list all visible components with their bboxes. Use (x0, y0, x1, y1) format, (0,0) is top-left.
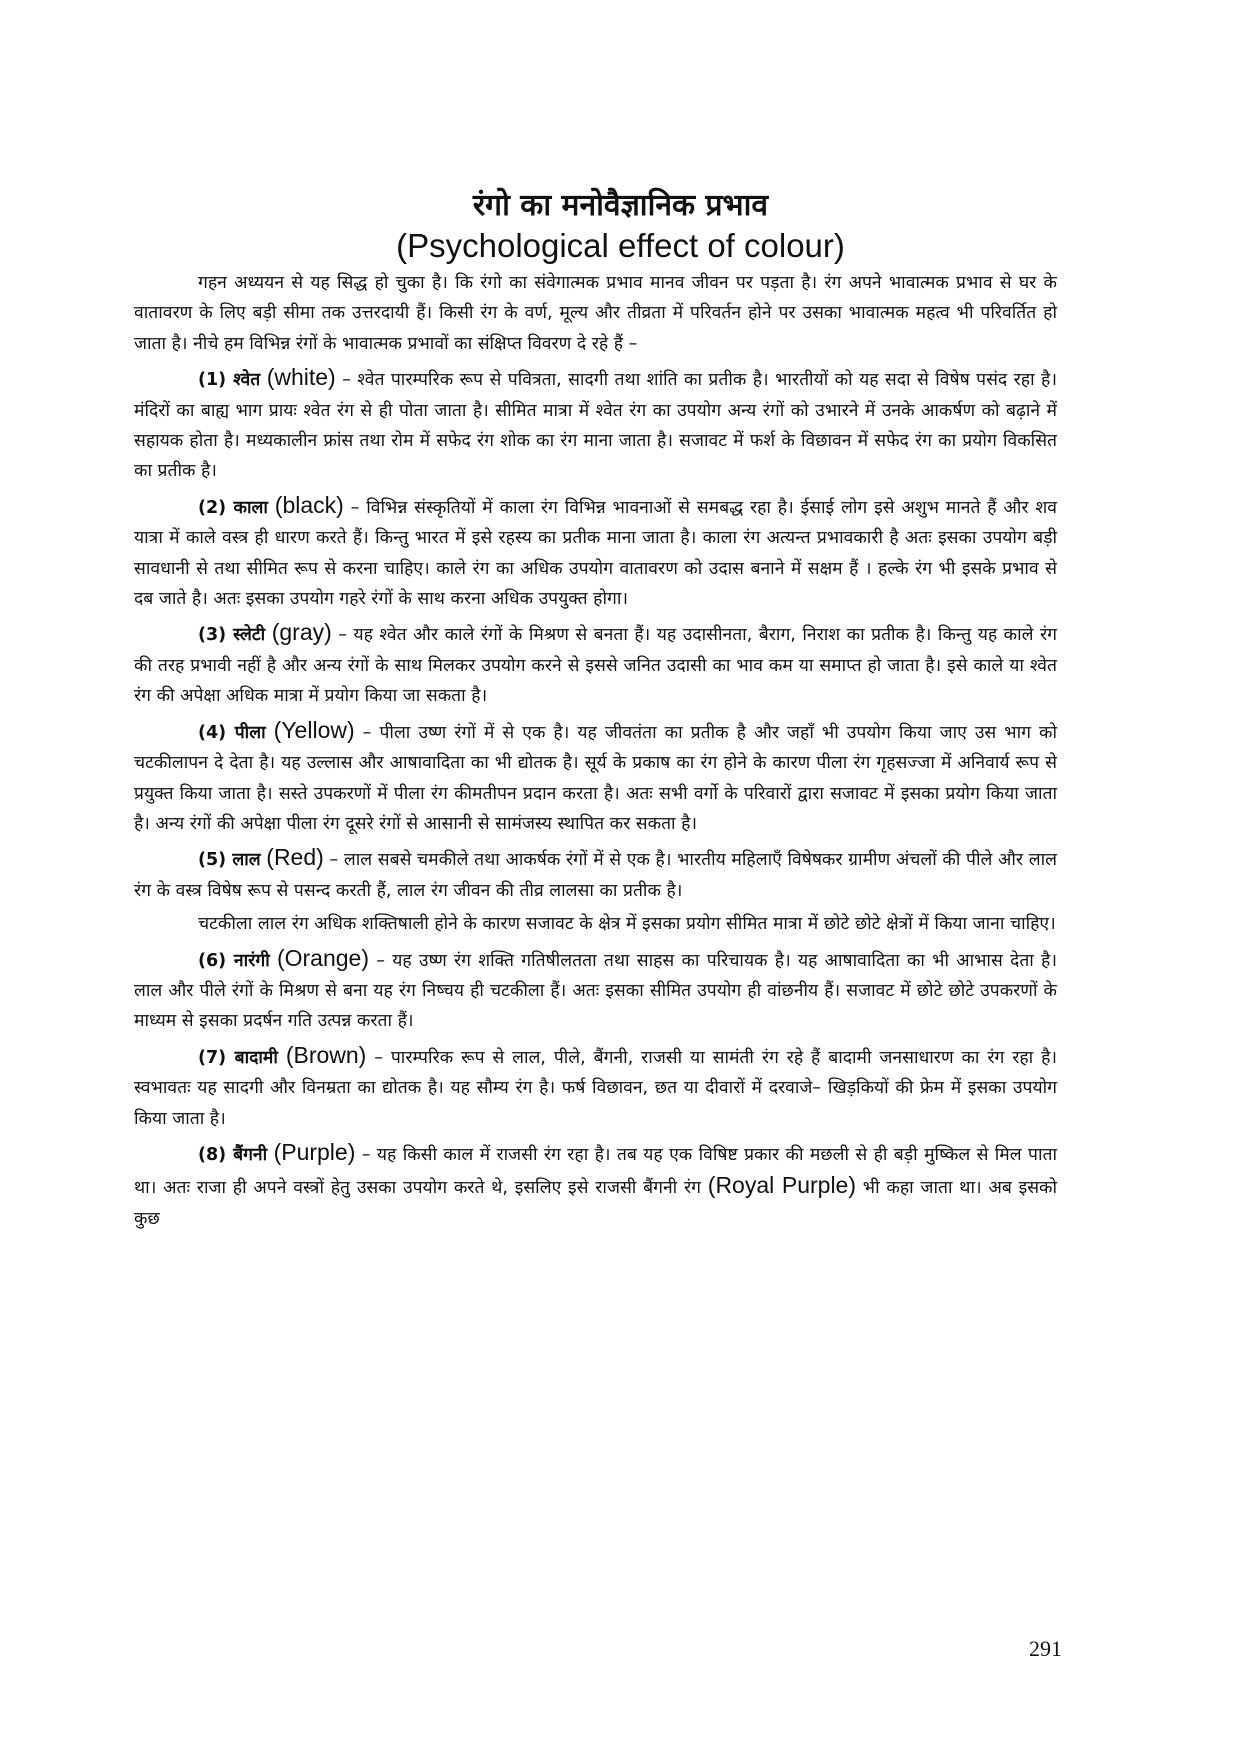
body-text (134, 268, 1057, 1237)
section-heading: (1) श्वेत (198, 370, 261, 391)
section-text: – यह श्वेत और काले रंगों के मिश्रण से बनता हैं। यह उदासीनता, बैराग, निराश का प्रतीक है। किन्तु यह काले रंग की तरह प्रभावी नहीं है और अन्य रंगों के साथ मिलकर उपयोग करने से इससे जनित उदासी का भाव कम या समाप्त हो जाता है। इसे काले या श्वेत रंग की अपेक्षा अधिक मात्रा में प्रयोग किया जा सकता है। (134, 625, 1057, 707)
title-hindi: रंगो का मनोवैज्ञानिक प्रभाव (472, 188, 769, 223)
section-heading-english: (Purple) (273, 1138, 356, 1165)
section-text-continued: भी कहा जाता था। अब इसको कुछ (134, 1178, 1057, 1229)
section-text: – यह उष्ण रंग शक्ति गतिषीलतता तथा साहस का परिचायक है। यह आषावादिता का भी आभास देता है। लाल और पीले रंगों के मिश्रण से बना यह रंग निष्चय ही चटकीला हैं। अतः इसका सीमित उपयोग ही वांछनीय हैं। सजावट में छोटे छोटे उपकरणों के माध्यम से इसका प्रदर्षन गति उत्पन्न करता हैं। (134, 950, 1057, 1032)
section-text: – श्वेत पारम्परिक रूप से पवित्रता, सादगी तथा शांति का प्रतीक है। भारतीयों को यह सदा से विषेष पसंद रहा है। मंदिरों का बाह्य भाग प्रायः श्वेत रंग से ही पोता जाता है। सीमित मात्रा में श्वेत रंग का उपयोग अन्य रंगों को उभारने में उनके आकर्षण को बढ़ाने में सहायक होता है। मध्यकालीन फ्रांस तथा रोम में सफेद रंग शोक का रंग माना जाता है। सजावट में फर्श के विछावन में सफेद रंग का प्रयोग विकसित का प्रतीक है। (134, 370, 1057, 482)
section-gray (134, 617, 1057, 711)
section-text: चटकीला लाल रंग अधिक शक्तिषाली होने के कारण सजावट के क्षेत्र में इसका प्रयोग सीमित मात्रा में छोटे छोटे क्षेत्रों में किया जाना चाहिए। (198, 914, 1056, 935)
section-heading: (4) पीला (198, 722, 266, 743)
section-heading-english: (Orange) (276, 944, 370, 971)
section-red (134, 842, 1057, 906)
section-heading-english: (Red) (266, 844, 324, 871)
section-heading: (3) स्लेटी (198, 625, 266, 646)
section-orange (134, 943, 1057, 1037)
section-white (134, 362, 1057, 487)
section-text: – लाल सबसे चमकीले तथा आकर्षक रंगों में से एक है। भारतीय महिलाएँ विषेषकर ग्रामीण अंचलों की पीले और लाल रंग के वस्त्र विषेष रूप से पसन्द करती हैं, लाल रंग जीवन की तीव्र लालसा का प्रतीक है। (134, 850, 1057, 901)
section-heading: (7) बादामी (198, 1047, 278, 1068)
section-heading: (2) काला (198, 497, 268, 518)
section-text: – पीला उष्ण रंगों में से एक है। यह जीवतंता का प्रतीक है और जहाँ भी उपयोग किया जाए उस भाग को चटकीलापन दे देता है। यह उल्लास और आषावादिता का भी द्योतक है। सूर्य के प्रकाष का रंग होने के कारण पीला रंग गृहसज्जा में अनिवार्य रूप से प्रयुक्त किया जाता है। सस्ते उपकरणों में पीला रंग कीमतीपन प्रदान करता है। अतः सभी वर्गो के परिवारों द्वारा सजावट में इसका प्रयोग किया जाता है। अन्य रंगों की अपेक्षा पीला रंग दूसरे रंगों से आसानी से सामंजस्य स्थापित कर सकता है। (134, 722, 1057, 834)
section-heading-english: (gray) (271, 619, 332, 646)
page-number: 291 (1029, 1636, 1062, 1661)
section-heading-english: (Yellow) (273, 716, 355, 743)
section-yellow (134, 715, 1057, 840)
section-heading-english: (black) (274, 491, 344, 518)
section-black (134, 490, 1057, 615)
section-text: – पारम्परिक रूप से लाल, पीले, बैंगनी, राजसी या सामंती रंग रहे हैं बादामी जनसाधारण का रंग रहा है। स्वभावतः यह सादगी और विनम्रता का द्योतक है। यह सौम्य रंग है। फर्ष विछावन, छत या दीवारों में दरवाजे– खिड़कियों की फ्रेम में इसका उपयोग किया जाता है। (134, 1047, 1057, 1129)
section-heading-english: (Brown) (285, 1041, 367, 1068)
section-heading-english: (white) (266, 364, 336, 391)
title-english: (Psychological effect of colour) (396, 227, 845, 264)
section-heading: (6) नारंगी (198, 950, 270, 971)
section-purple (134, 1137, 1057, 1234)
section-heading: (5) लाल (198, 850, 261, 871)
section-text: – विभिन्न संस्कृतियों में काला रंग विभिन्न भावनाओं से समबद्ध रहा है। ईसाई लोग इसे अशुभ मानते हैं और शव यात्रा में काले वस्त्र ही धारण करते हैं। किन्तु भारत में इसे रहस्य का प्रतीक माना जाता है। काला रंग अत्यन्त प्रभावकारी है अतः इसका उपयोग बड़ी सावधानी से तथा सीमित रूप से करना चाहिए। काले रंग का अधिक उपयोग वातावरण को उदास बनाने में सक्षम हैं । हल्के रंग भी इसके प्रभाव से दब जाते है। अतः इसका उपयोग गहरे रंगों के साथ करना अधिक उपयुक्त होगा। (134, 497, 1057, 610)
section-heading: (8) बैंगनी (198, 1144, 268, 1165)
section-text: – यह किसी काल में राजसी रंग रहा है। तब यह एक विषिष्ट प्रकार की मछली से ही बड़ी मुष्किल से मिल पाता था। अतः राजा ही अपने वस्त्रों हेतु उसका उपयोग करते थे, इसलिए इसे राजसी बैंगनी रंग (134, 1144, 1057, 1199)
section-red-continued (134, 909, 1057, 939)
royal-purple-term: (Royal Purple) (707, 1172, 857, 1199)
intro-paragraph: गहन अध्ययन से यह सिद्ध हो चुका है। कि रंगो का संवेगात्मक प्रभाव मानव जीवन पर पड़ता है। रंग अपने भावात्मक प्रभाव से घर के वातावरण के लिए बड़ी सीमा तक उत्तरदायी हैं। किसी रंग के वर्ण, मूल्य और तीव्रता में परिवर्तन होने पर उसका भावात्मक महत्व भी परिवर्तित हो जाता है। नीचे हम विभिन्न रंगों के भावात्मक प्रभावों का संक्षिप्त विवरण दे रहे हैं – (134, 273, 1057, 354)
section-brown (134, 1040, 1057, 1134)
